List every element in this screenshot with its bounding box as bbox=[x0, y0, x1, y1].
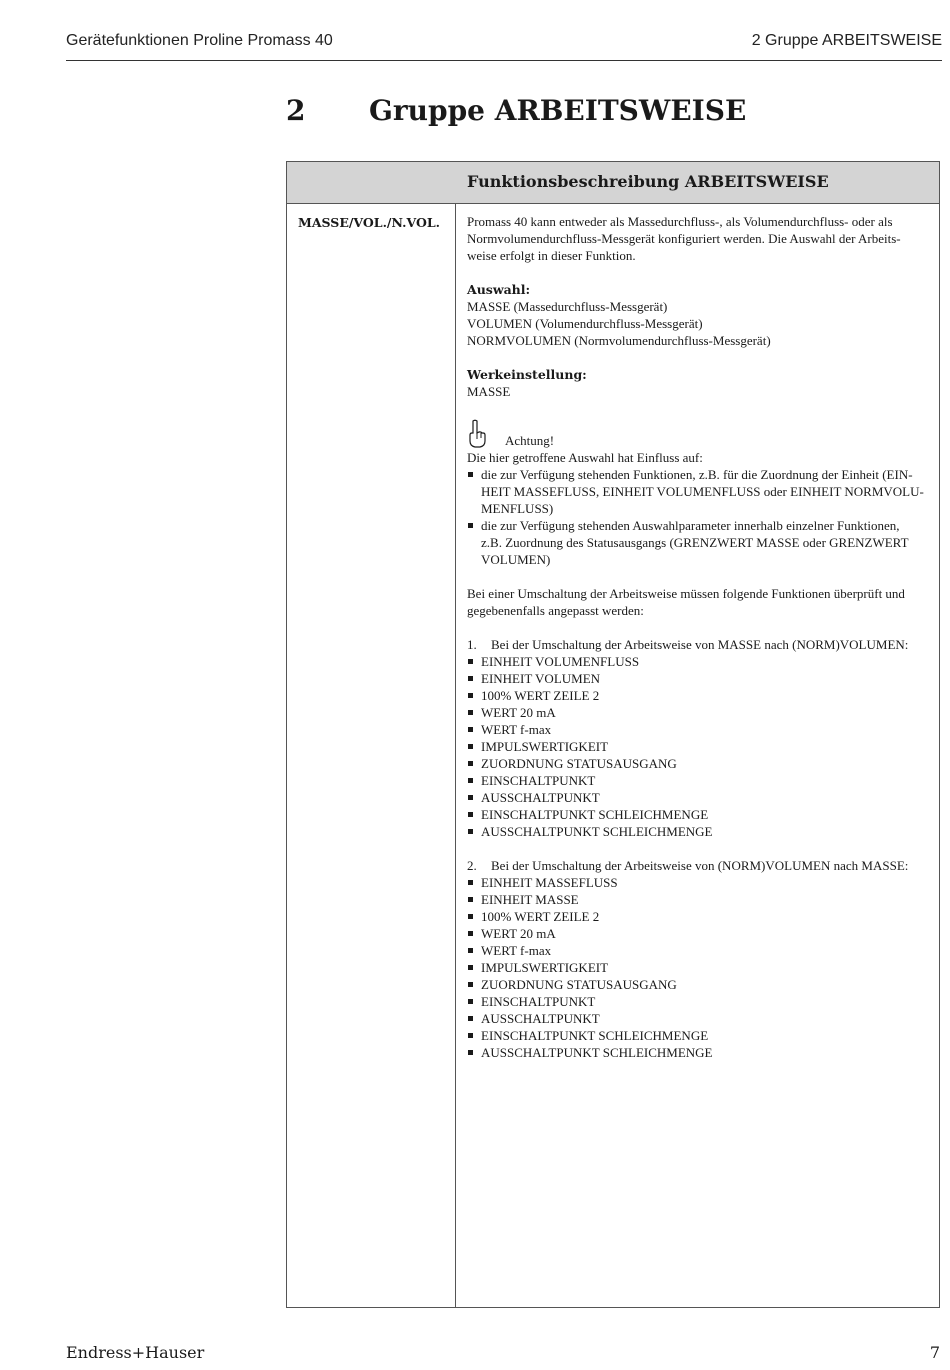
case1-heading-text: Bei der Umschaltung der Arbeitsweise von MASSE nach (NORM)VOLUMEN: bbox=[491, 637, 909, 652]
pointing-hand-icon bbox=[467, 419, 487, 449]
list-item: 100% WERT ZEILE 2 bbox=[467, 687, 927, 704]
list-item: WERT 20 mA bbox=[467, 704, 927, 721]
list-item: AUSSCHALTPUNKT SCHLEICHMENGE bbox=[467, 823, 927, 840]
list-item: EINHEIT VOLUMENFLUSS bbox=[467, 653, 927, 670]
section-title: Gruppe ARBEITSWEISE bbox=[369, 94, 747, 127]
list-item: ZUORDNUNG STATUSAUSGANG bbox=[467, 976, 927, 993]
list-item: WERT 20 mA bbox=[467, 925, 927, 942]
switch-line: gegebenenfalls angepasst werden: bbox=[467, 603, 644, 618]
list-item: EINHEIT MASSEFLUSS bbox=[467, 874, 927, 891]
werkeinstellung-label: Werkeinstellung: bbox=[467, 367, 587, 382]
note-bullet-list bbox=[467, 466, 927, 568]
auswahl-option: NORMVOLUMEN (Normvolumendurchfluss-Messgerät) bbox=[467, 333, 771, 348]
function-table bbox=[286, 161, 940, 1308]
list-item: AUSSCHALTPUNKT bbox=[467, 789, 927, 806]
table-header-row bbox=[287, 162, 939, 204]
note-title: Achtung! bbox=[505, 433, 555, 448]
section-number: 2 bbox=[286, 94, 306, 127]
intro-line: weise erfolgt in dieser Funktion. bbox=[467, 248, 636, 263]
list-item: 100% WERT ZEILE 2 bbox=[467, 908, 927, 925]
column-divider bbox=[455, 204, 456, 1307]
case2-heading bbox=[467, 857, 927, 874]
list-item: ZUORDNUNG STATUSAUSGANG bbox=[467, 755, 927, 772]
list-item: IMPULSWERTIGKEIT bbox=[467, 738, 927, 755]
list-item: AUSSCHALTPUNKT bbox=[467, 1010, 927, 1027]
list-item: WERT f-max bbox=[467, 721, 927, 738]
list-item: die zur Verfügung stehenden Funktionen, z.B. für die Zuordnung der Einheit (EIN- HEIT MASSEFLUSS, EINHEIT VOLUMENFLUSS oder EINHEIT NORMVOLU- MENFLUSS) bbox=[467, 466, 927, 517]
case2-heading-text: Bei der Umschaltung der Arbeitsweise von (NORM)VOLUMEN nach MASSE: bbox=[491, 858, 909, 873]
list-item: EINSCHALTPUNKT bbox=[467, 772, 927, 789]
footer-brand: Endress+Hauser bbox=[66, 1343, 205, 1362]
running-header-left: Gerätefunktionen Proline Promass 40 bbox=[66, 32, 333, 49]
case2-list bbox=[467, 874, 927, 1061]
list-item: WERT f-max bbox=[467, 942, 927, 959]
case2-number: 2. bbox=[467, 858, 477, 873]
list-item: AUSSCHALTPUNKT SCHLEICHMENGE bbox=[467, 1044, 927, 1061]
case1-heading bbox=[467, 636, 927, 653]
list-item: EINSCHALTPUNKT SCHLEICHMENGE bbox=[467, 806, 927, 823]
auswahl-option: VOLUMEN (Volumendurchfluss-Messgerät) bbox=[467, 316, 703, 331]
case1-number: 1. bbox=[467, 637, 477, 652]
list-item: die zur Verfügung stehenden Auswahlparameter innerhalb einzelner Funktionen, z.B. Zuordnung des Statusausgangs (GRENZWERT MASSE oder GRENZWERT VOLUMEN) bbox=[467, 517, 927, 568]
werkeinstellung-value: MASSE bbox=[467, 384, 511, 399]
running-header-right: 2 Gruppe ARBEITSWEISE bbox=[751, 32, 942, 49]
table-header-text: Funktionsbeschreibung ARBEITSWEISE bbox=[467, 172, 829, 191]
list-item: EINSCHALTPUNKT SCHLEICHMENGE bbox=[467, 1027, 927, 1044]
list-item: EINSCHALTPUNKT bbox=[467, 993, 927, 1010]
note-lead: Die hier getroffene Auswahl hat Einfluss auf: bbox=[467, 450, 703, 465]
list-item: EINHEIT VOLUMEN bbox=[467, 670, 927, 687]
case1-list bbox=[467, 653, 927, 840]
auswahl-label: Auswahl: bbox=[467, 282, 531, 297]
list-item: EINHEIT MASSE bbox=[467, 891, 927, 908]
header-rule bbox=[66, 60, 942, 61]
function-description bbox=[467, 213, 927, 1061]
auswahl-option: MASSE (Massedurchfluss-Messgerät) bbox=[467, 299, 668, 314]
note-heading bbox=[467, 417, 927, 449]
intro-line: Promass 40 kann entweder als Massedurchfluss-, als Volumendurchfluss- oder als bbox=[467, 214, 893, 229]
list-item: IMPULSWERTIGKEIT bbox=[467, 959, 927, 976]
function-name: MASSE/VOL./N.VOL. bbox=[298, 215, 440, 230]
page-number: 7 bbox=[929, 1343, 940, 1362]
switch-line: Bei einer Umschaltung der Arbeitsweise müssen folgende Funktionen überprüft und bbox=[467, 586, 905, 601]
intro-line: Normvolumendurchfluss-Messgerät konfiguriert werden. Die Auswahl der Arbeits- bbox=[467, 231, 901, 246]
